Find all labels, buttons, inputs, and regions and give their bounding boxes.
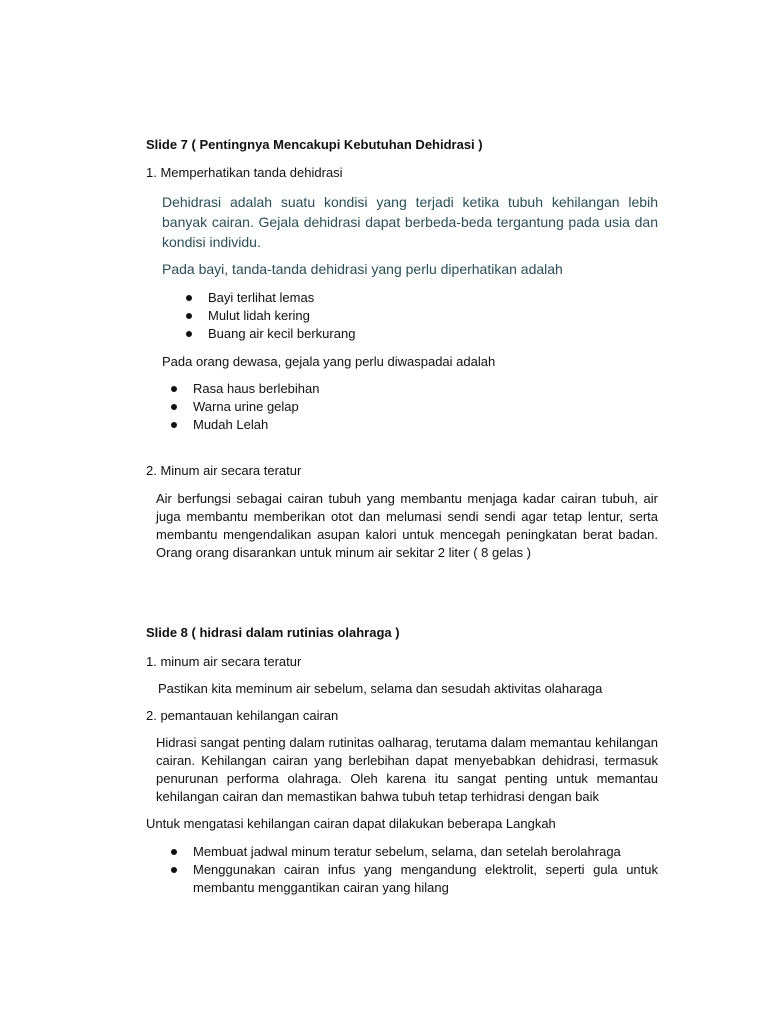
- bullet-icon: [171, 867, 177, 873]
- list-item: Rasa haus berlebihan: [193, 380, 319, 398]
- baby-signs-list: [208, 289, 355, 343]
- list-item: Buang air kecil berkurang: [208, 325, 355, 343]
- list-item: Menggunakan cairan infus yang mengandung elektrolit, seperti gula untuk membantu menggantikan cairan yang hilang: [193, 861, 658, 897]
- slide7-title: Slide 7 ( Pentingnya Mencakupi Kebutuhan Dehidrasi ): [146, 137, 483, 152]
- bullet-icon: [186, 295, 192, 301]
- slide7-adult-intro: Pada orang dewasa, gejala yang perlu diwaspadai adalah: [162, 354, 496, 369]
- slide7-baby-intro: Pada bayi, tanda-tanda dehidrasi yang perlu diperhatikan adalah: [162, 261, 563, 277]
- bullet-icon: [186, 313, 192, 319]
- slide8-paragraph: Hidrasi sangat penting dalam rutinitas oalharag, terutama dalam memantau kehilangan cairan. Kehilangan cairan yang berlebihan dapat menyebabkan dehidrasi, termasuk penurunan performa olahraga. Oleh karena itu sangat penting untuk memantau kehilangan cairan dan memastikan bahwa tubuh tetap terhidrasi dengan baik: [156, 735, 658, 804]
- list-item: Membuat jadwal minum teratur sebelum, selama, dan setelah berolahraga: [193, 843, 658, 861]
- adult-signs-list: [193, 380, 319, 434]
- slide8-title: Slide 8 ( hidrasi dalam rutinias olahraga ): [146, 625, 400, 640]
- slide8-item1-label: 1. minum air secara teratur: [146, 654, 302, 669]
- slide8-item1-text: Pastikan kita meminum air sebelum, selama dan sesudah aktivitas olaharaga: [158, 681, 603, 696]
- bullet-icon: [171, 422, 177, 428]
- slide7-paragraph-1: Dehidrasi adalah suatu kondisi yang terjadi ketika tubuh kehilangan lebih banyak cairan. Gejala dehidrasi dapat berbeda-beda tergantung pada usia dan kondisi individu.: [162, 194, 658, 250]
- bullet-icon: [186, 331, 192, 337]
- slide8-item2-label: 2. pemantauan kehilangan cairan: [146, 708, 339, 723]
- list-item: Mudah Lelah: [193, 416, 319, 434]
- slide7-item1-label: 1. Memperhatikan tanda dehidrasi: [146, 165, 343, 180]
- bullet-icon: [171, 404, 177, 410]
- slide7-paragraph-2: Air berfungsi sebagai cairan tubuh yang membantu menjaga kadar cairan tubuh, air juga membantu memberikan otot dan melumasi sendi sendi agar tetap lentur, serta membantu mengendalikan asupan kalori untuk mencegah peningkatan berat badan. Orang orang disarankan untuk minum air sekitar 2 liter ( 8 gelas ): [156, 491, 658, 560]
- slide7-item2-label: 2. Minum air secara teratur: [146, 463, 302, 478]
- bullet-icon: [171, 386, 177, 392]
- steps-list: [193, 843, 658, 897]
- slide8-steps-intro: Untuk mengatasi kehilangan cairan dapat dilakukan beberapa Langkah: [146, 816, 556, 831]
- list-item: Warna urine gelap: [193, 398, 319, 416]
- bullet-icon: [171, 849, 177, 855]
- list-item: Bayi terlihat lemas: [208, 289, 355, 307]
- list-item: Mulut lidah kering: [208, 307, 355, 325]
